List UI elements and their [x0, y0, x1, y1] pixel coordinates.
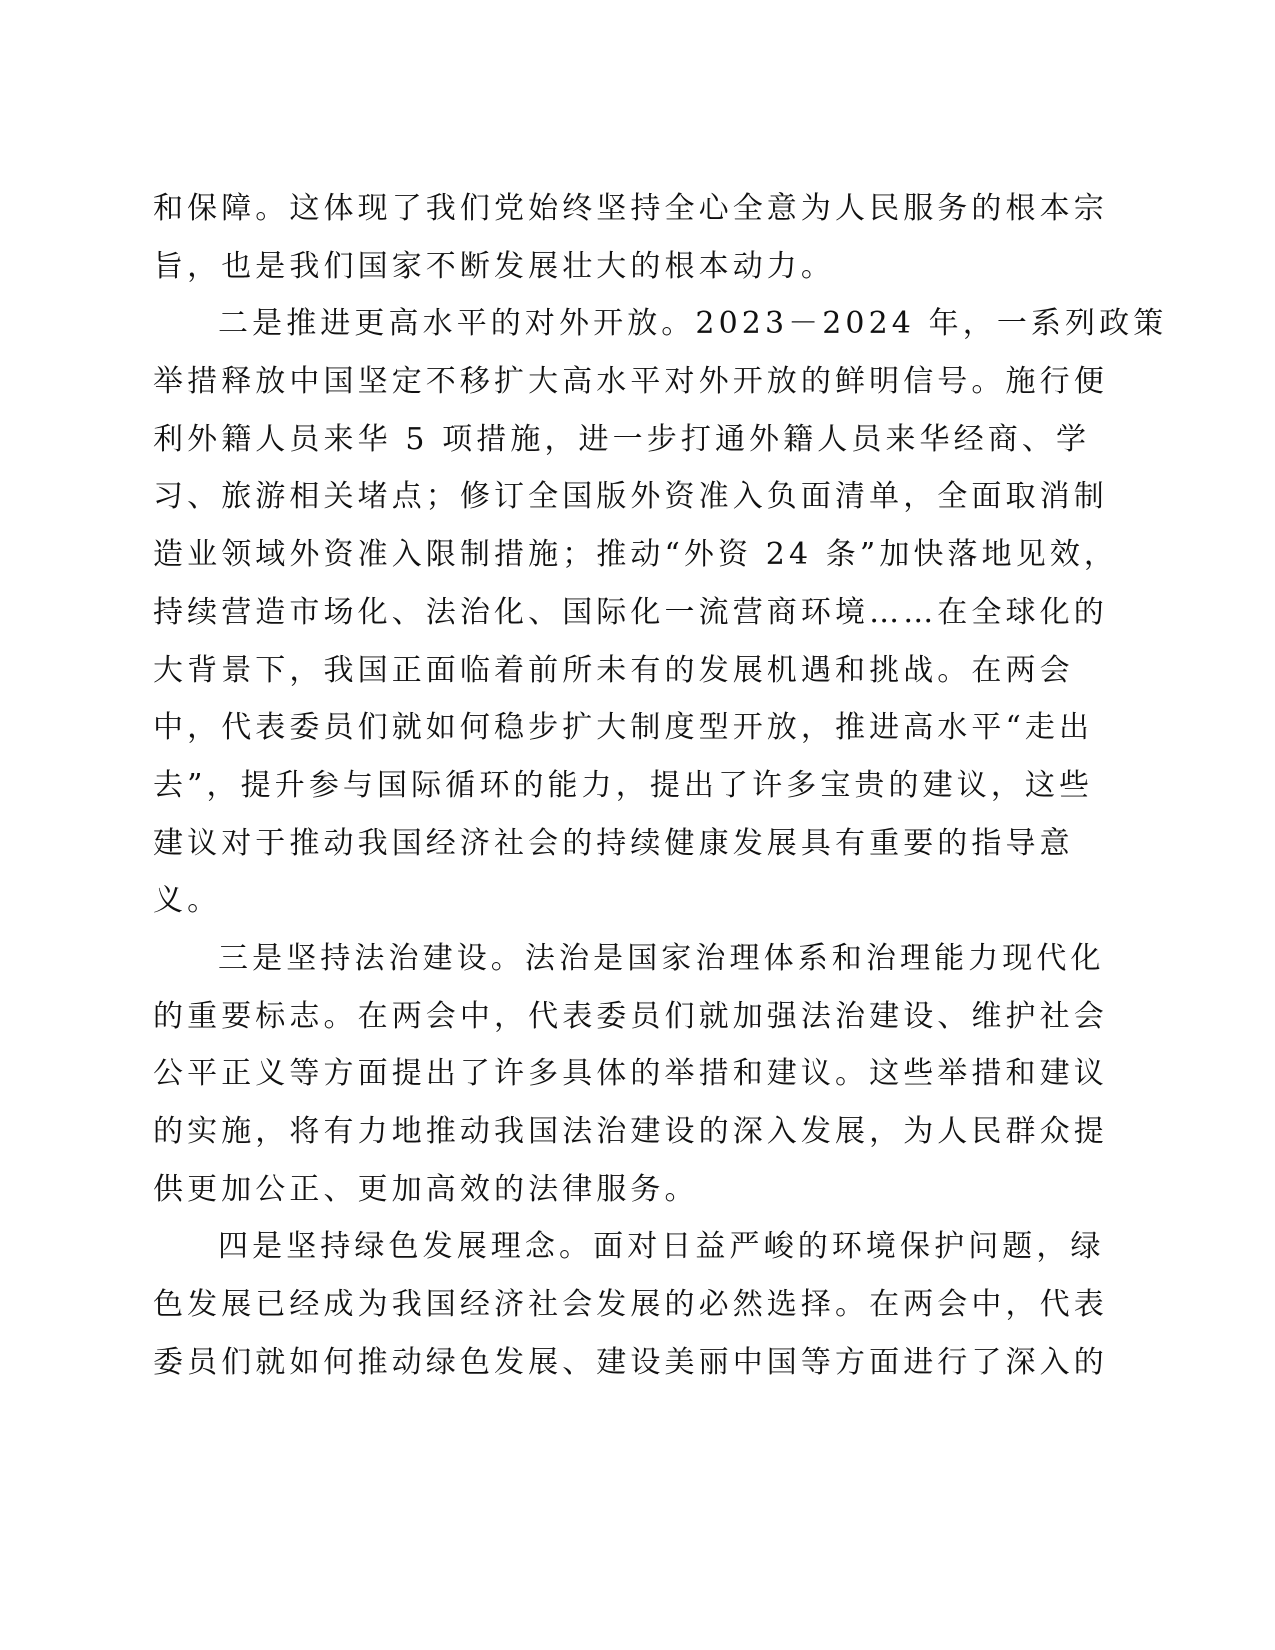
document-body	[153, 180, 1168, 1391]
text-line: 旨，也是我们国家不断发展壮大的根本动力。	[153, 248, 835, 284]
text-line: 大背景下，我国正面临着前所未有的发展机遇和挑战。在两会	[153, 652, 1074, 688]
text-line: 去”，提升参与国际循环的能力，提出了许多宝贵的建议，这些	[153, 767, 1094, 803]
text-line: 中，代表委员们就如何稳步扩大制度型开放，推进高水平“走出	[153, 710, 1094, 746]
text-line: 义。	[153, 883, 222, 919]
text-line: 举措释放中国坚定不移扩大高水平对外开放的鲜明信号。施行便	[153, 364, 1108, 400]
text-line: 建议对于推动我国经济社会的持续健康发展具有重要的指导意	[153, 825, 1074, 861]
text-line: 供更加公正、更加高效的法律服务。	[153, 1171, 699, 1207]
text-line: 的重要标志。在两会中，代表委员们就加强法治建设、维护社会	[153, 998, 1108, 1034]
text-line: 造业领域外资准入限制措施；推动“外资 24 条”加快落地见效，	[153, 537, 1119, 573]
text-line: 公平正义等方面提出了许多具体的举措和建议。这些举措和建议	[153, 1056, 1108, 1092]
paragraph-start-line: 二是推进更高水平的对外开放。2023－2024 年，一系列政策	[218, 306, 1168, 342]
text-line: 委员们就如何推动绿色发展、建设美丽中国等方面进行了深入的	[153, 1344, 1108, 1380]
paragraph-start-line: 四是坚持绿色发展理念。面对日益严峻的环境保护问题，绿	[218, 1229, 1105, 1265]
text-line: 的实施，将有力地推动我国法治建设的深入发展，为人民群众提	[153, 1114, 1108, 1149]
text-line: 利外籍人员来华 5 项措施，进一步打通外籍人员来华经商、学	[153, 421, 1091, 457]
text-line: 和保障。这体现了我们党始终坚持全心全意为人民服务的根本宗	[153, 191, 1108, 226]
text-line: 习、旅游相关堵点；修订全国版外资准入负面清单，全面取消制	[153, 479, 1108, 515]
text-line: 色发展已经成为我国经济社会发展的必然选择。在两会中，代表	[153, 1287, 1108, 1323]
text-line: 持续营造市场化、法治化、国际化一流营商环境……在全球化的	[153, 594, 1108, 630]
paragraph-start-line: 三是坚持法治建设。法治是国家治理体系和治理能力现代化	[218, 940, 1105, 976]
